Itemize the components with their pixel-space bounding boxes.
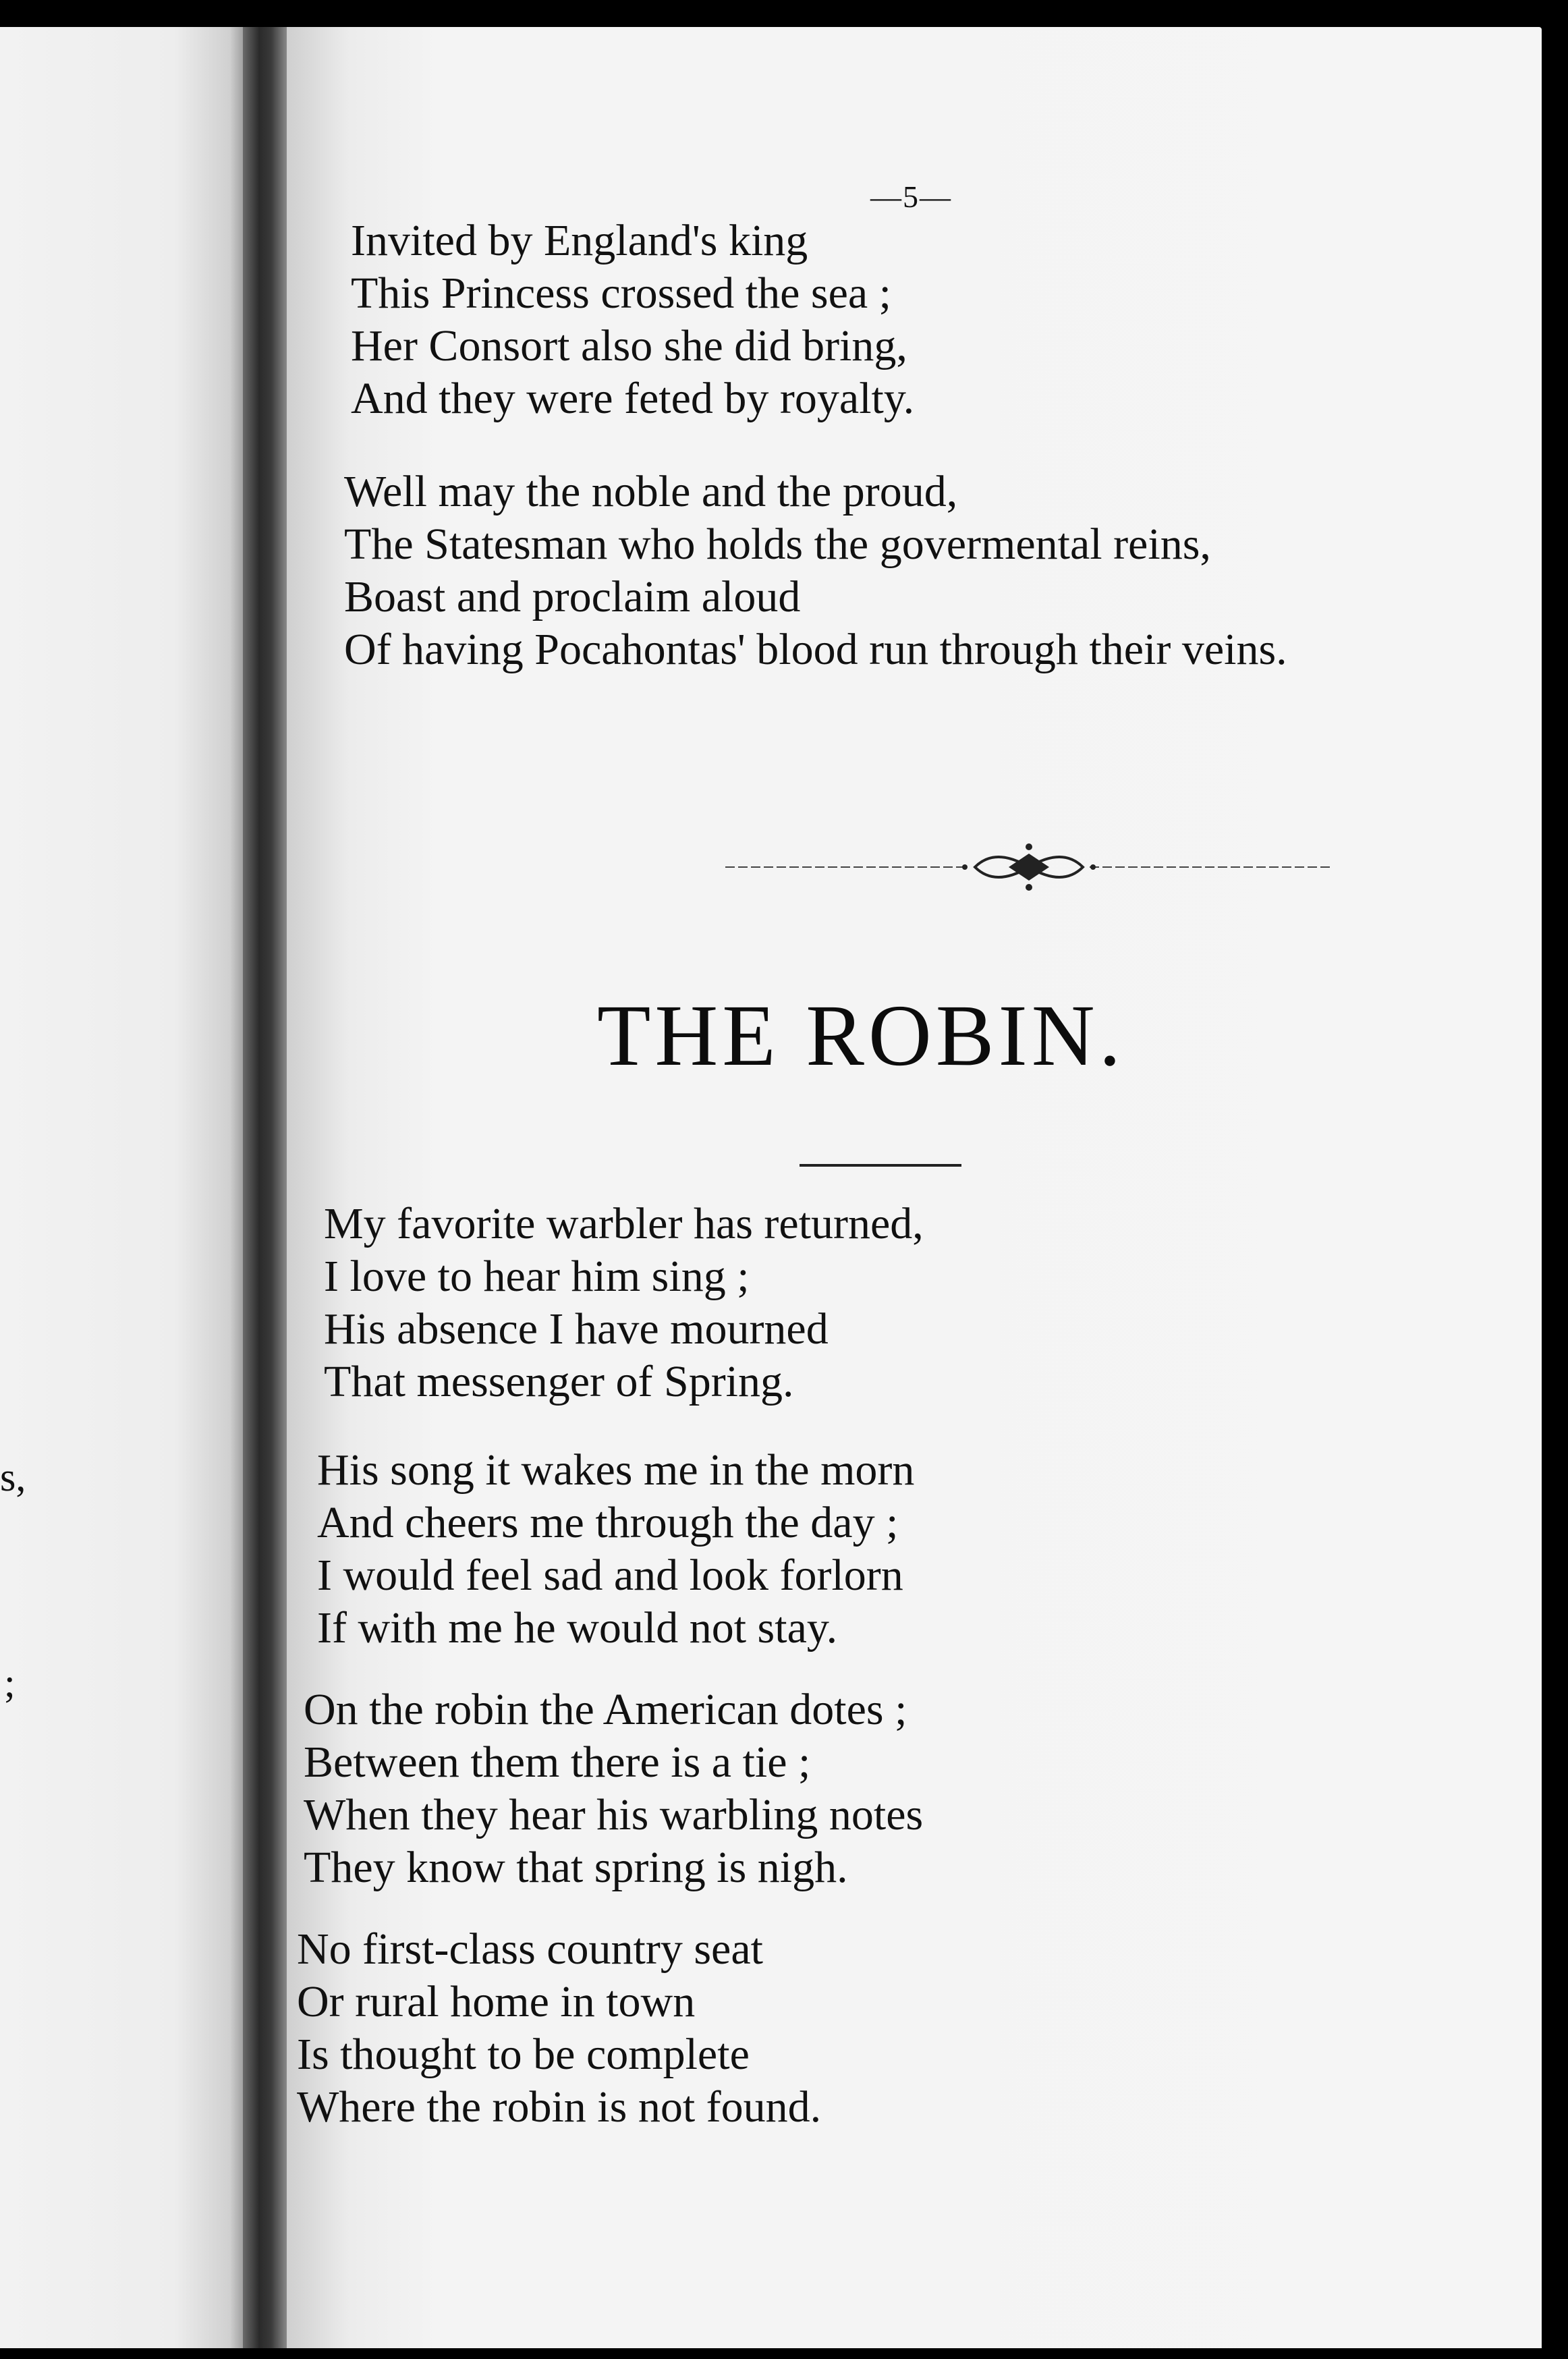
book-page: [287, 27, 1542, 2348]
verse-line: And cheers me through the day ;: [317, 1498, 899, 1547]
verse-line: I would feel sad and look forlorn: [317, 1551, 903, 1600]
stanza: [304, 1684, 923, 1894]
verse-line: Or rural home in town: [297, 1977, 696, 2026]
verse-line: No first-class country seat: [297, 1924, 763, 1974]
verse-line: Of having Pocahontas' blood run through their veins.: [344, 625, 1287, 674]
verse-line: They know that spring is nigh.: [304, 1843, 848, 1892]
book-gutter: [243, 27, 290, 2348]
stanza: [344, 466, 1287, 676]
verse-line: On the robin the American dotes ;: [304, 1685, 907, 1734]
stanza: [324, 1198, 924, 1408]
facing-page-fragment: s,: [0, 1455, 26, 1499]
stanza: [351, 215, 914, 425]
verse-line: The Statesman who holds the govermental reins,: [344, 520, 1211, 569]
verse-line: Where the robin is not found.: [297, 2082, 822, 2132]
verse-line: If with me he would not stay.: [317, 1603, 838, 1653]
verse-line: My favorite warbler has returned,: [324, 1199, 924, 1248]
verse-line: That messenger of Spring.: [324, 1357, 794, 1406]
stanza: [317, 1444, 914, 1655]
title-underline: [800, 1164, 961, 1167]
poem-title: THE ROBIN.: [597, 987, 1125, 1084]
page-number: —5—: [870, 179, 952, 214]
facing-page: [0, 27, 250, 2348]
stanza: [297, 1923, 821, 2134]
verse-line: Well may the noble and the proud,: [344, 467, 958, 516]
verse-line: Invited by England's king: [351, 216, 808, 265]
verse-line: Boast and proclaim aloud: [344, 572, 801, 621]
verse-line: His song it wakes me in the morn: [317, 1445, 915, 1495]
verse-line: Her Consort also she did bring,: [351, 321, 907, 370]
ornament-divider-icon: [725, 827, 1333, 908]
facing-page-fragment: ;: [4, 1661, 16, 1705]
verse-line: When they hear his warbling notes: [304, 1790, 924, 1839]
verse-line: This Princess crossed the sea ;: [351, 269, 891, 318]
verse-line: And they were feted by royalty.: [351, 374, 915, 423]
verse-line: Between them there is a tie ;: [304, 1738, 811, 1787]
verse-line: Is thought to be complete: [297, 2030, 750, 2079]
verse-line: I love to hear him sing ;: [324, 1252, 750, 1301]
verse-line: His absence I have mourned: [324, 1304, 829, 1354]
